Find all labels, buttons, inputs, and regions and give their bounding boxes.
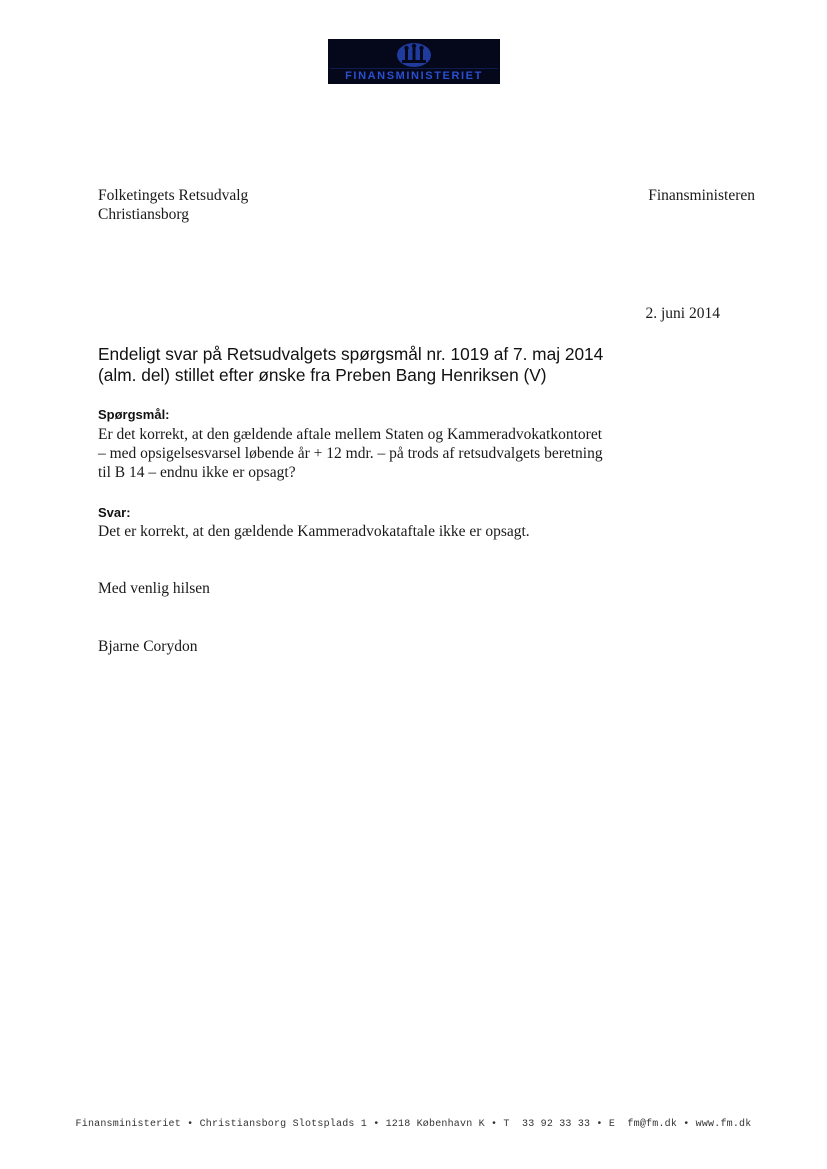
page-footer: Finansministeriet • Christiansborg Slotsplads 1 • 1218 København K • T 33 92 33 33 • E fm@fm.dk • www.fm.dk (75, 1119, 752, 1130)
ministry-logo (328, 39, 500, 84)
recipient-location: Christiansborg (98, 206, 189, 223)
signature-name: Bjarne Corydon (98, 638, 198, 655)
subject-line-2: (alm. del) stillet efter ønske fra Preben Bang Henriksen (V) (98, 365, 547, 385)
recipient-name: Folketingets Retsudvalg (98, 187, 249, 204)
question-line-1: Er det korrekt, at den gældende aftale mellem Staten og Kammeradvokatkontoret (98, 426, 603, 443)
closing-greeting: Med venlig hilsen (98, 580, 210, 597)
logo-wordmark: FINANSMINISTERIET (345, 70, 483, 82)
recipient-address (98, 186, 248, 224)
sender-title: Finansministeren (648, 187, 755, 204)
question-line-2: – med opsigelsesvarsel løbende år + 12 mdr. – på trods af retsudvalgets beretning (98, 445, 603, 462)
subject-line-1: Endeligt svar på Retsudvalgets spørgsmål nr. 1019 af 7. maj 2014 (98, 344, 604, 364)
letter-subject (98, 344, 658, 386)
question-line-3: til B 14 – endnu ikke er opsagt? (98, 464, 296, 481)
answer-text: Det er korrekt, at den gældende Kammeradvokataftale ikke er opsagt. (98, 523, 530, 540)
question-heading: Spørgsmål: (98, 407, 170, 422)
answer-heading: Svar: (98, 505, 131, 520)
question-text (98, 425, 638, 482)
letter-date: 2. juni 2014 (645, 305, 720, 322)
